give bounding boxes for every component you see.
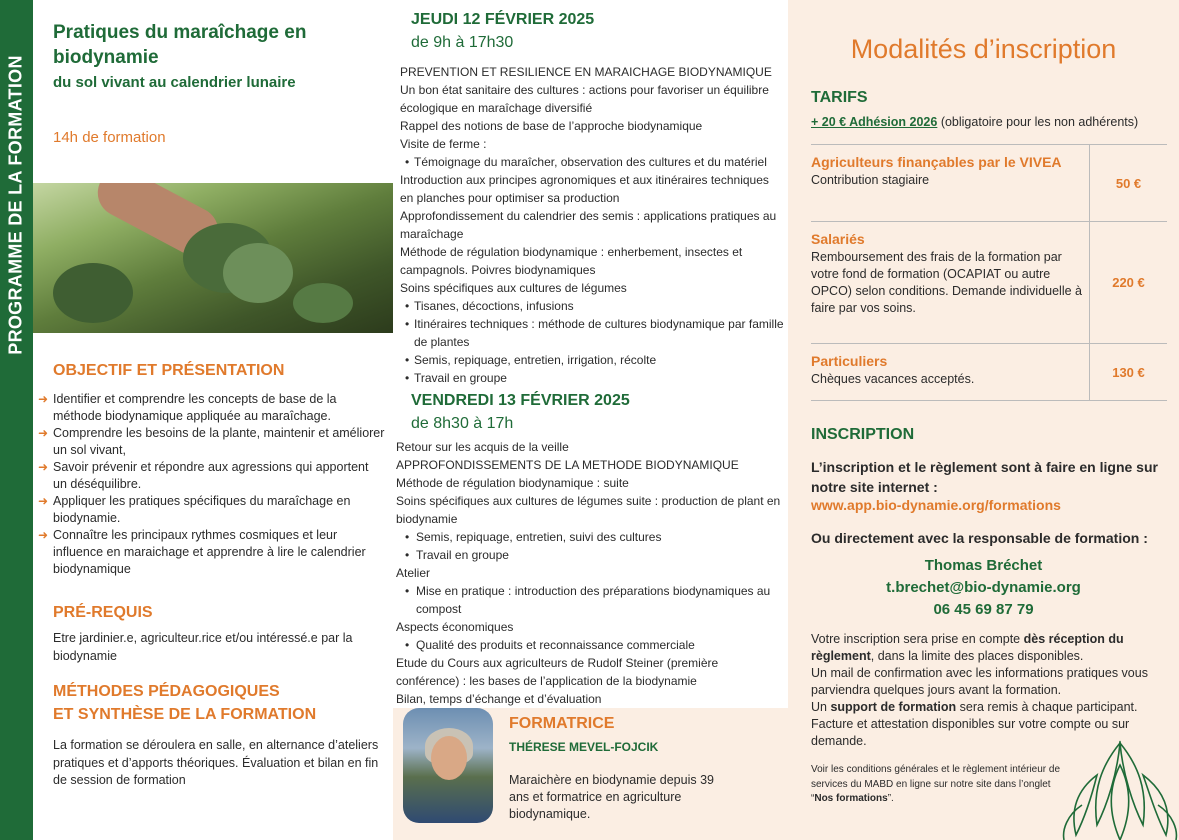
inscription-text: L’inscription et le règlement sont à faire en ligne sur notre site internet : [811, 459, 1158, 495]
program-line: Méthode de régulation biodynamique : suite [396, 476, 629, 490]
arrow-icon: ➜ [38, 392, 49, 406]
day1-program [400, 63, 785, 387]
arrow-icon: ➜ [38, 460, 49, 474]
program-line: Visite de ferme : [400, 137, 487, 151]
day2-program [396, 438, 781, 708]
adhesion-link[interactable]: + 20 € Adhésion 2026 [811, 115, 938, 129]
arrow-icon: ➜ [38, 528, 49, 542]
middle-column [393, 0, 788, 840]
list-item: ➜ Identifier et comprendre les concepts de base de la méthode biodynamique appliquée au maraîchage. [38, 392, 337, 423]
program-bullet: • Qualité des produits et reconnaissance commerciale [396, 636, 781, 654]
program-line: APPROFONDISSEMENTS DE LA METHODE BIODYNAMIQUE [396, 458, 739, 472]
program-line: Introduction aux principes agronomiques et aux itinéraires techniques en planches pour optimiser sa production [400, 173, 769, 205]
cabbage-leaf [293, 283, 353, 323]
program-bullet: • Travail en groupe [396, 546, 781, 564]
program-line: Rappel des notions de base de l’approche biodynamique [400, 119, 703, 133]
direct-contact-label: Ou directement avec la responsable de formation : [811, 530, 1148, 546]
formatrice-name: THÉRESE MEVEL-FOJCIK [509, 740, 659, 754]
artichoke-icon [1062, 735, 1179, 840]
program-line: Aspects économiques [396, 620, 514, 634]
program-bullet: • Travail en groupe [400, 369, 785, 387]
page-title: Pratiques du maraîchage en biodynamie [53, 22, 307, 68]
program-line: PREVENTION ET RESILIENCE EN MARAICHAGE BIODYNAMIQUE [400, 65, 772, 79]
contact-name: Thomas Bréchet [924, 557, 1043, 574]
program-line: Approfondissement du calendrier des semis : applications pratiques au maraîchage [400, 209, 777, 241]
price-cell: 50 € [1089, 145, 1167, 221]
left-column [33, 0, 393, 840]
cabbage-leaf [223, 243, 293, 303]
cabbage-leaf [53, 263, 133, 323]
objectif-list [38, 391, 385, 578]
program-bullet: • Itinéraires techniques : méthode de cultures biodynamique par famille de plantes [400, 315, 785, 351]
formatrice-section [393, 708, 788, 840]
day2-time: de 8h30 à 17h [411, 415, 514, 432]
price-cell: 220 € [1089, 222, 1167, 343]
contact-email[interactable]: t.brechet@bio-dynamie.org [886, 579, 1081, 596]
program-line: Un bon état sanitaire des cultures : actions pour favoriser un équilibre écologique en maraîchage diversifié [400, 83, 769, 115]
arrow-icon: ➜ [38, 494, 49, 508]
formatrice-heading: FORMATRICE [509, 715, 615, 732]
program-line: Atelier [396, 566, 431, 580]
conditions-note: Voir les conditions générales et le règlement intérieur de services du MABD en ligne sur notre site dans l’onglet “Nos formations”. [811, 764, 1061, 804]
methodes-heading-2: ET SYNTHÈSE DE LA FORMATION [53, 706, 317, 723]
contact-phone: 06 45 69 87 79 [933, 601, 1034, 618]
formatrice-bio: Maraichère en biodynamie depuis 39 ans et formatrice en agriculture biodynamique. [509, 773, 714, 821]
methodes-heading: MÉTHODES PÉDAGOGIQUES [53, 683, 280, 700]
program-line: Etude du Cours aux agriculteurs de Rudolf Steiner (première conférence) : les bases de l’application de la biodynamie [396, 656, 719, 688]
day1-date: JEUDI 12 FÉVRIER 2025 [411, 11, 595, 28]
program-line: Bilan, temps d’échange et d’évaluation [396, 692, 602, 706]
table-row: Salariés Remboursement des frais de la formation par votre fond de formation (OCAPIAT ou autre OPCO) selon conditions. Demande individuelle à faire par vos soins. 220 € [811, 222, 1167, 344]
list-item: ➜ Savoir prévenir et répondre aux agressions qui apportent un déséquilibre. [38, 460, 369, 491]
list-item: ➜ Connaître les principaux rythmes cosmiques et leur influence en maraichage et apprendre à lire le calendrier biodynamique [38, 528, 366, 576]
methodes-text: La formation se déroulera en salle, en alternance d’ateliers pratiques et d’apports théoriques. Évaluation et bilan en fin de session de formation [53, 738, 379, 787]
list-item: ➜ Appliquer les pratiques spécifiques du maraîchage en biodynamie. [38, 494, 351, 525]
objectif-heading: OBJECTIF ET PRÉSENTATION [53, 362, 285, 379]
right-column [788, 0, 1179, 840]
inscription-heading: INSCRIPTION [811, 426, 915, 443]
day1-time: de 9h à 17h30 [411, 34, 514, 51]
tarifs-table [811, 144, 1167, 401]
table-row: Particuliers Chèques vacances acceptés. 130 € [811, 344, 1167, 401]
duration-label: 14h de formation [53, 129, 166, 146]
sidebar-title: PROGRAMME DE LA FORMATION [5, 55, 26, 355]
cabbage-photo [33, 183, 393, 333]
day2-date: VENDREDI 13 FÉVRIER 2025 [411, 392, 630, 409]
inscription-url[interactable]: www.app.bio-dynamie.org/formations [811, 497, 1061, 513]
tarifs-heading: TARIFS [811, 89, 868, 106]
program-bullet: • Mise en pratique : introduction des préparations biodynamiques au compost [396, 582, 781, 618]
sidebar-band [0, 0, 33, 840]
page-subtitle: du sol vivant au calendrier lunaire [53, 74, 296, 91]
program-bullet: • Semis, repiquage, entretien, irrigation, récolte [400, 351, 785, 369]
program-line: Soins spécifiques aux cultures de légumes [400, 281, 627, 295]
program-bullet: • Témoignage du maraîcher, observation des cultures et du matériel [400, 153, 785, 171]
inscription-details: Votre inscription sera prise en compte dès réception du règlement, dans la limite des places disponibles. Un mail de confirmation avec les informations pratiques vous parviendra quelques jours avant la formation. Un support de formation sera remis à chaque participant. Facture et attestation disponibles sur votre compte ou sur demande. [811, 632, 1148, 748]
face-shape [431, 736, 467, 780]
prerequis-text: Etre jardinier.e, agriculteur.rice et/ou intéressé.e par la biodynamie [53, 631, 353, 663]
program-line: Soins spécifiques aux cultures de légumes suite : production de plant en biodynamie [396, 494, 781, 526]
portrait-photo [403, 708, 493, 823]
prerequis-heading: PRÉ-REQUIS [53, 604, 153, 621]
arrow-icon: ➜ [38, 426, 49, 440]
program-line: Méthode de régulation biodynamique : enherbement, insectes et campagnols. Poivres biodynamiques [400, 245, 743, 277]
table-row: Agriculteurs finançables par le VIVEA Contribution stagiaire 50 € [811, 145, 1167, 222]
program-line: Retour sur les acquis de la veille [396, 440, 569, 454]
modalites-title: Modalités d’inscription [850, 34, 1117, 64]
program-bullet: • Semis, repiquage, entretien, suivi des cultures [396, 528, 781, 546]
price-cell: 130 € [1089, 344, 1167, 400]
program-bullet: • Tisanes, décoctions, infusions [400, 297, 785, 315]
list-item: ➜ Comprendre les besoins de la plante, maintenir et améliorer un sol vivant, [38, 426, 385, 457]
adhesion-line: + 20 € Adhésion 2026 (obligatoire pour les non adhérents) [811, 115, 1139, 129]
